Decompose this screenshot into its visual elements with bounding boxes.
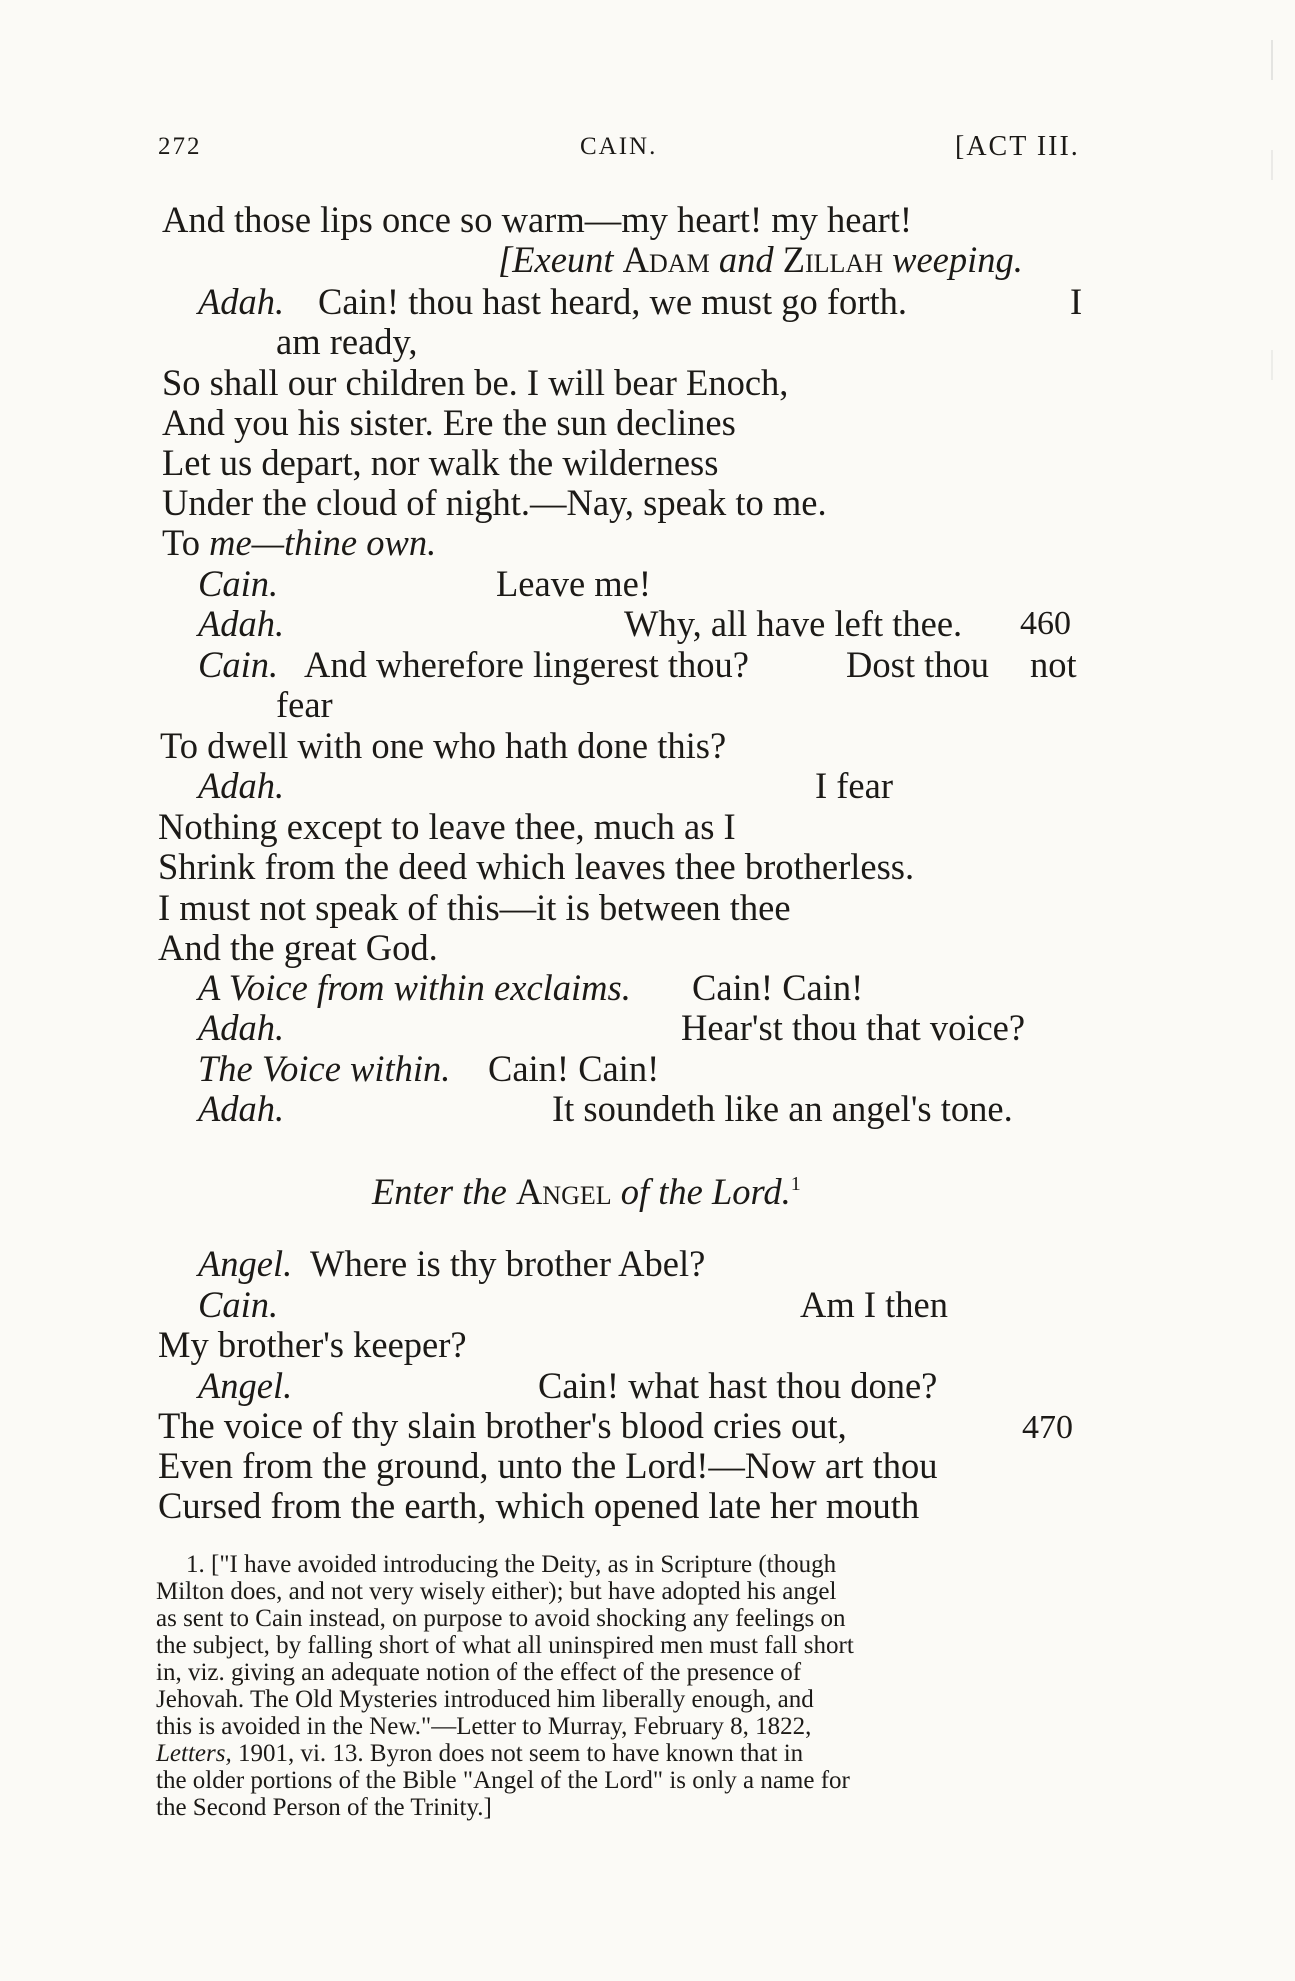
speaker-name: Angel. [198, 1243, 293, 1284]
verse-line: Cain! thou hast heard, we must go forth. [318, 281, 907, 322]
verse-line: Under the cloud of night.—Nay, speak to me. [162, 482, 827, 523]
verse-line: And those lips once so warm—my heart! my heart! [162, 199, 913, 240]
stage-direction: [Exeunt Adam and Zillah weeping. [498, 239, 1023, 280]
act-label: [ACT III. [955, 131, 1080, 162]
footnote-line: the older portions of the Bible "Angel of the Lord" is only a name for [156, 1767, 850, 1794]
speaker-name: A Voice from within exclaims. [198, 967, 631, 1008]
verse-line: I fear [815, 765, 893, 806]
verse-line: Cain! Cain! [488, 1048, 660, 1089]
verse-line: Cain! what hast thou done? [538, 1365, 938, 1406]
footnote-line: as sent to Cain instead, on purpose to avoid shocking any feelings on [156, 1605, 846, 1632]
verse-line: Dost thou [846, 644, 989, 685]
verse-line: So shall our children be. I will bear Enoch, [162, 362, 789, 403]
stage-direction: Enter the Angel of the Lord.$^1$ [372, 1171, 801, 1212]
verse-line: Am I then [800, 1284, 948, 1325]
verse-line: Hear'st thou that voice? [681, 1007, 1026, 1048]
line-number: 460 [1020, 605, 1071, 642]
verse-line: I must not speak of this—it is between thee [158, 887, 791, 928]
verse-line: And wherefore lingerest thou? [304, 644, 749, 685]
verse-line: Leave me! [496, 563, 652, 604]
speaker-name: The Voice within. [198, 1048, 451, 1089]
verse-line: Even from the ground, unto the Lord!—Now art thou [158, 1445, 938, 1486]
scan-edge-mark [1271, 40, 1273, 80]
footnote-line: Letters, 1901, vi. 13. Byron does not seem to have known that in [156, 1740, 804, 1767]
verse-line: Cain! Cain! [692, 967, 864, 1008]
footnote-line: in, viz. giving an adequate notion of the effect of the presence of [156, 1659, 802, 1686]
footnote-line: the Second Person of the Trinity.] [156, 1794, 492, 1821]
verse-line: fear [276, 684, 333, 725]
verse-line: To me—thine own. [162, 522, 437, 563]
speaker-name: Cain. [198, 644, 279, 685]
footnote-line: the subject, by falling short of what all uninspired men must fall short [156, 1632, 854, 1659]
speaker-name: Adah. [198, 1007, 285, 1048]
running-title: CAIN. [580, 133, 658, 160]
verse-line: It soundeth like an angel's tone. [552, 1088, 1013, 1129]
verse-line: I [1070, 281, 1083, 322]
footnote-line: 1. ["I have avoided introducing the Deity, as in Scripture (though [186, 1551, 837, 1578]
verse-line: My brother's keeper? [158, 1324, 467, 1365]
verse-line: Where is thy brother Abel? [310, 1243, 706, 1284]
scan-edge-mark [1271, 350, 1273, 380]
verse-line: not [1030, 644, 1077, 685]
verse-line: Let us depart, nor walk the wilderness [162, 442, 719, 483]
scan-edge-mark [1271, 150, 1273, 180]
footnote-marker: 1 [790, 1173, 801, 1195]
footnote-line: this is avoided in the New."—Letter to Murray, February 8, 1822, [156, 1713, 812, 1740]
footnote-line: Jehovah. The Old Mysteries introduced him liberally enough, and [156, 1686, 814, 1713]
verse-line: And you his sister. Ere the sun declines [162, 402, 736, 443]
verse-line: Shrink from the deed which leaves thee brotherless. [158, 846, 915, 887]
verse-line: And the great God. [158, 927, 438, 968]
speaker-name: Angel. [198, 1365, 293, 1406]
speaker-name: Cain. [198, 1284, 279, 1325]
verse-line: To dwell with one who hath done this? [160, 725, 727, 766]
verse-line: am ready, [276, 321, 418, 362]
speaker-name: Adah. [198, 1088, 285, 1129]
footnote-line: Milton does, and not very wisely either); but have adopted his angel [156, 1578, 837, 1605]
line-number: 470 [1022, 1409, 1073, 1446]
verse-line: Nothing except to leave thee, much as I [158, 806, 736, 847]
speaker-name: Adah. [198, 603, 285, 644]
speaker-name: Adah. [198, 281, 285, 322]
verse-line: The voice of thy slain brother's blood cries out, [158, 1405, 847, 1446]
page-number: 272 [158, 133, 202, 160]
verse-line: Why, all have left thee. [624, 603, 963, 644]
speaker-name: Adah. [198, 765, 285, 806]
speaker-name: Cain. [198, 563, 279, 604]
verse-line: Cursed from the earth, which opened late her mouth [158, 1485, 920, 1526]
